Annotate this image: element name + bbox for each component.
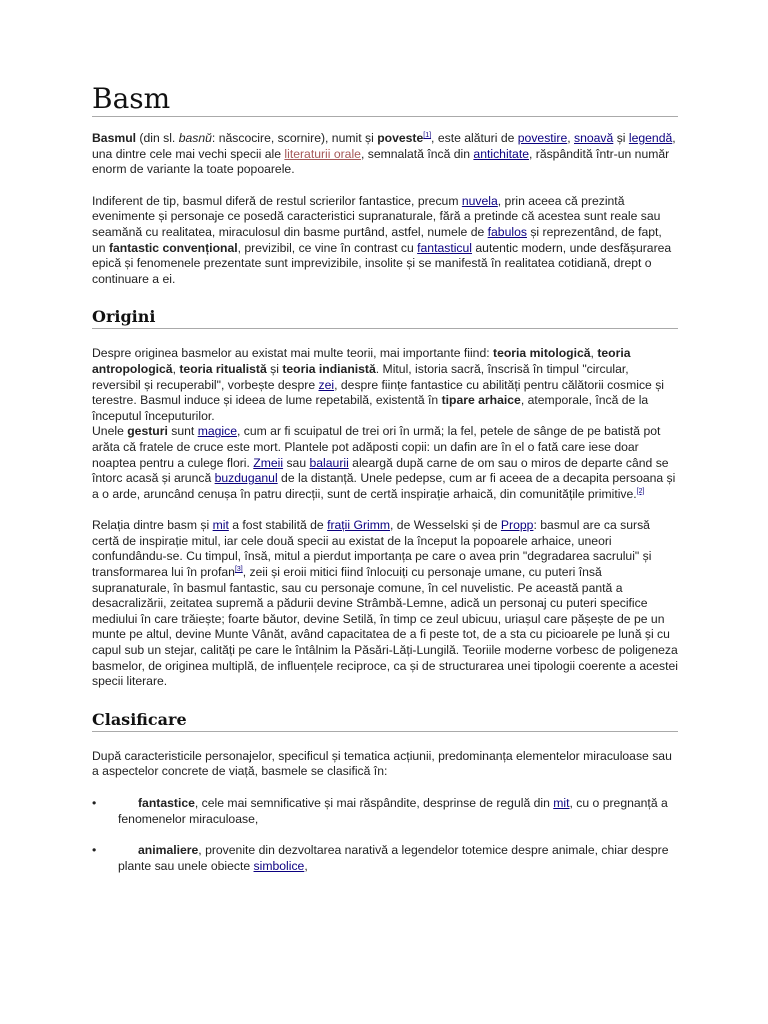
link-buzduganul[interactable]: buzduganul — [214, 471, 278, 486]
reference-link[interactable]: [1] — [423, 131, 432, 139]
italic-term: basnŭ — [178, 131, 212, 145]
bullet-icon: • — [92, 796, 97, 810]
link-fabulos[interactable]: fabulos — [487, 224, 527, 239]
bold-term: fantastic convențional — [108, 240, 238, 255]
origini-paragraph-1: Despre originea basmelor au existat mai multe teorii, mai importante fiind: teoria mitologică, teoria antropologică, teoria ritualistă și teoria indianistă. Mitul, istoria sacră, înscrisă în timpul "circular, reversibil și recuperabil", vorbește despre zei, despre ființe fantastice cu abilități pentru călătorii cosmice și terestre. Basmul induce și ideea de lume repetabilă, existentă în tipare arhaice, atemporale, încă de la începutul începuturilor. — [92, 346, 665, 423]
bold-term: Basmul — [92, 131, 137, 145]
reference-link[interactable]: [2] — [636, 487, 645, 495]
link-propp[interactable]: Propp — [500, 518, 534, 533]
link-zmeii[interactable]: Zmeii — [253, 455, 284, 470]
link-magice[interactable]: magice — [197, 424, 237, 439]
clasificare-list — [92, 796, 678, 874]
page-title: Basm — [92, 82, 678, 117]
section-heading-clasificare: Clasificare — [92, 709, 678, 732]
link-mit[interactable]: mit — [212, 518, 229, 533]
origini-paragraph-3: Relația dintre basm și mit a fost stabilită de frații Grimm, de Wesselski și de Propp: basmul are ca sursă certă de inspirație mitul, iar cele două specii au existat de la început la popoarele arhaice, uneori confundându-se. Cu timpul, însă, mitul a pierdut importanța pe care o avea prin "degradarea sacrului" și transformarea lui în profan[3], zeii și eroii mitici fiind înlocuiți cu personaje umane, cu puteri însă supranaturale, în basmul fantastic, sau cu personaje comune, în cel nuvelistic. Pe această pantă a desacralizării, zeitatea supremă a pădurii devine Strâmbă-Lemne, adică un personaj cu puteri specifice mediului în care trăiește; foarte băutor, devine Setilă, în timp ce zeul ubicuu, uriașul care pășește de pe un munte pe altul, devine Munte Vânăt, având capacitatea de a fi peste tot, de a sta cu picioarele pe lună și cu capul sub un stejar, calități pe care le întâlnim la Păsări-Lăți-Lungilă. Teoriile moderne vorbesc de poligeneza basmelor, de originea multiplă, de influențele reciproce, ca și de structurarea unei tipologii coerente a acestei specii literare. — [92, 518, 679, 689]
list-item: • animaliere, provenite din dezvoltarea narativă a legendelor totemice despre animale, chiar despre plante sau unele obiecte simbolice, — [92, 843, 669, 873]
section-heading-origini: Origini — [92, 306, 678, 329]
link-balaurii[interactable]: balaurii — [309, 455, 349, 470]
bullet-icon: • — [92, 843, 97, 858]
link-antichitate[interactable]: antichitate — [473, 146, 529, 161]
link-fratii-grimm[interactable]: frații Grimm — [327, 518, 391, 533]
link-fantasticul[interactable]: fantasticul — [417, 240, 473, 255]
origini-paragraph-2: Unele gesturi sunt magice, cum ar fi scuipatul de trei ori în urmă; la fel, petele de sânge de pe batistă pot arăta că fratele de cruce este mort. Plantele pot adăposti copii: un dafin are în el o fată care iese doar noaptea pentru a culege flori. Zmeii sau balaurii aleargă după carne de om sau o miros de departe când se întorc acasă și aruncă buzduganul de la distanță. Unele pedepse, cum ar fi aceea de a decapita persoana și a o arde, aruncând cenușa în patru direcții, sunt de certă inspirație arhaică, din comunitățile primitive.[2] — [92, 424, 676, 501]
article-body — [92, 82, 678, 874]
reference-link[interactable]: [3] — [234, 566, 243, 573]
intro-paragraph-2: Indiferent de tip, basmul diferă de restul scrierilor fantastice, precum nuvela, prin aceea că prezintă evenimente și personaje ce posedă caracteristici supranaturale, fără a pretinde că acestea sunt reale sau seamănă cu realitatea, miraculosul din basme purtând, astfel, numele de fabulos și reprezentând, de fapt, un fantastic convențional, previzibil, ce vine în contrast cu fantasticul autentic modern, unde desfășurarea epică și fenomenele prezentate sunt imprevizibile, insolite și se manifestă în realitatea cotidiană, drept o continuare a ei. — [92, 193, 672, 286]
link-zei[interactable]: zei — [318, 377, 335, 392]
link-povestire[interactable]: povestire — [517, 131, 568, 145]
clasificare-paragraph-1: După caracteristicile personajelor, specificul și tematica acțiunii, predominanța elementelor miraculoase sau a aspectelor concrete de viață, basmele se clasifică în: — [92, 748, 672, 779]
intro-paragraph-1: Basmul (din sl. basnŭ: născocire, scornire), numit și poveste[1], este alături de povestire, snoavă și legendă, una dintre cele mai vechi specii ale literaturii orale, semnalată încă din antichitate, răspândită într-un număr enorm de variante la toate popoarele. — [92, 131, 676, 177]
bold-term: poveste — [377, 131, 424, 145]
link-mit[interactable]: mit — [553, 796, 570, 810]
link-snoava[interactable]: snoavă — [574, 131, 614, 145]
link-legenda[interactable]: legendă — [628, 131, 673, 145]
link-simbolice[interactable]: simbolice — [253, 858, 305, 873]
link-literaturii-orale[interactable]: literaturii orale — [284, 146, 361, 161]
list-item: • fantastice, cele mai semnificative și mai răspândite, desprinse de regulă din mit, cu o pregnanță a fenomenelor miraculoase, — [92, 796, 668, 826]
link-nuvela[interactable]: nuvela — [461, 193, 498, 208]
